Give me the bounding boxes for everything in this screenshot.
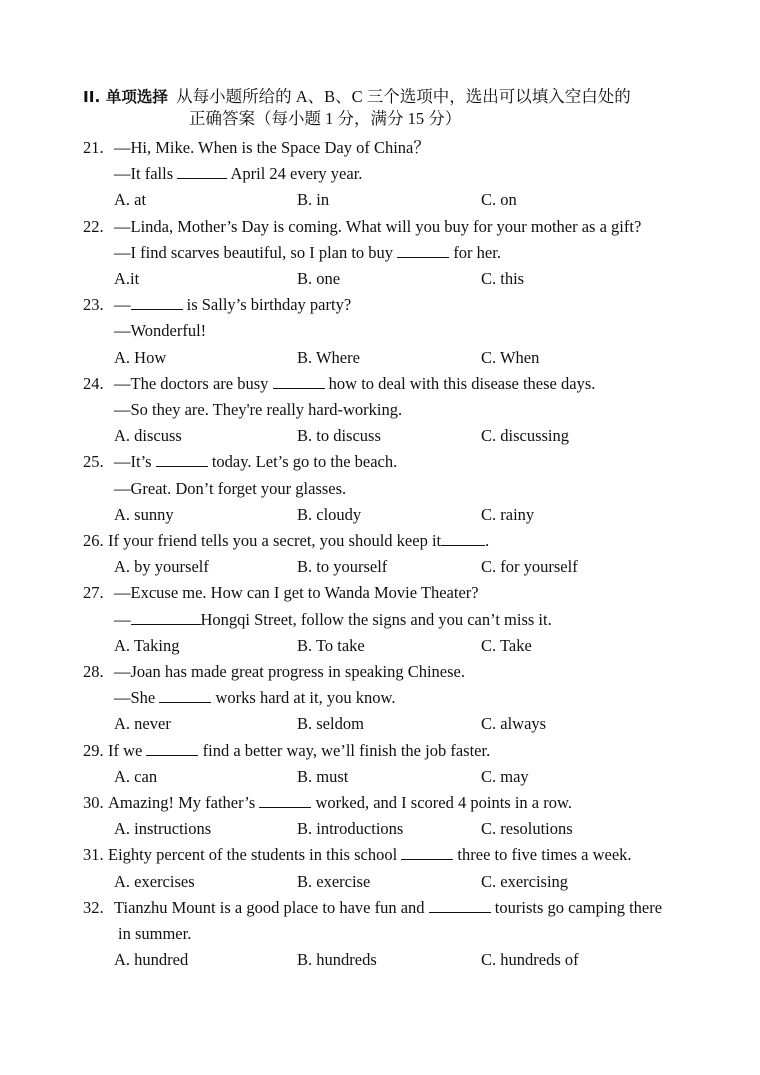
option-c[interactable]: C. for yourself [481, 557, 578, 577]
answer-blank [259, 793, 311, 808]
option-a[interactable]: A. sunny [114, 504, 174, 524]
option-a[interactable]: A. Taking [114, 635, 180, 655]
answer-blank [401, 845, 453, 860]
section-instruction-cont: 正确答案（每小题 1 分，满分 15 分） [189, 109, 462, 128]
answer-blank [441, 531, 485, 546]
question-text-segment: today. Let’s go to the beach. [207, 452, 398, 472]
answer-blank [131, 610, 201, 625]
option-b[interactable]: B. cloudy [297, 504, 362, 524]
question-text [114, 688, 395, 708]
option-c[interactable]: C. this [481, 269, 525, 288]
section-instruction: 从每小题所给的 A、B、C 三个选项中，选出可以填入空白处的 [176, 87, 631, 106]
question-text [114, 164, 362, 184]
option-a[interactable]: A.it [114, 269, 140, 288]
question-number: 32. [83, 897, 104, 917]
answer-blank [146, 741, 198, 756]
option-c[interactable]: C. When [481, 347, 540, 367]
question-text-segment: — [114, 295, 131, 315]
option-c[interactable]: C. may [481, 766, 529, 786]
option-a[interactable]: A. instructions [114, 819, 212, 839]
question-text [108, 741, 490, 761]
question-text [108, 793, 572, 813]
question-text-segment: Eighty percent of the students in this school [108, 845, 402, 865]
question-number: 24. [83, 373, 104, 393]
question-number: 26. [83, 531, 104, 550]
question-text-segment: —Excuse me. How can I get to Wanda Movie Theater? [114, 583, 479, 603]
question-text-segment: find a better way, we’ll finish the job faster. [198, 740, 491, 760]
question-text-segment: —It’s [114, 452, 156, 472]
option-b[interactable]: B. to yourself [297, 557, 388, 577]
option-b[interactable]: B. To take [297, 635, 365, 655]
option-b[interactable]: B. exercise [297, 871, 371, 891]
question-text-segment: Hongqi Street, follow the signs and you can’t miss it. [200, 609, 552, 629]
question-number: 27. [83, 583, 104, 603]
question-text-segment: . [485, 531, 490, 550]
option-b[interactable]: B. Where [297, 347, 360, 367]
option-c[interactable]: C. discussing [481, 426, 570, 446]
question-text [114, 321, 206, 341]
question-text [114, 662, 465, 682]
question-text-segment: tourists go camping there [490, 897, 663, 917]
question-text [114, 217, 641, 237]
question-number: 29. [83, 740, 104, 760]
question-text-segment: —Joan has made great progress in speaking Chinese. [114, 662, 465, 681]
option-a[interactable]: A. exercises [114, 871, 195, 891]
question-text [114, 452, 397, 472]
question-text [114, 374, 595, 394]
question-text [108, 845, 632, 865]
option-b[interactable]: B. seldom [297, 714, 364, 734]
option-c[interactable]: C. resolutions [481, 819, 573, 839]
option-a[interactable]: A. can [114, 766, 158, 786]
option-b[interactable]: B. in [297, 190, 330, 210]
question-text-segment: April 24 every year. [227, 164, 363, 184]
question-text-segment: If we [108, 740, 147, 760]
section-header [83, 86, 703, 130]
question-text-segment: in summer. [118, 924, 192, 943]
question-text-segment: —I find scarves beautiful, so I plan to buy [114, 242, 398, 262]
question-text [114, 243, 501, 263]
question-text-segment: is Sally’s birthday party? [182, 295, 352, 315]
question-text [114, 610, 552, 630]
question-text-segment: —Hi, Mike. When is the Space Day of China？ [114, 138, 430, 157]
answer-blank [429, 898, 491, 913]
question-number: 30. [83, 793, 104, 812]
option-c[interactable]: C. rainy [481, 504, 535, 524]
option-b[interactable]: B. introductions [297, 819, 404, 839]
question-text-segment: —Linda, Mother’s Day is coming. What will you buy for your mother as a gift? [114, 216, 642, 236]
option-a[interactable]: A. by yourself [114, 557, 209, 577]
option-a[interactable]: A. hundred [114, 950, 189, 970]
option-a[interactable]: A. at [114, 190, 147, 210]
option-b[interactable]: B. one [297, 269, 341, 288]
question-text-segment: If your friend tells you a secret, you should keep it [108, 531, 442, 550]
question-text-segment: —She [114, 688, 160, 708]
question-number: 31. [83, 845, 104, 865]
question-text [114, 295, 351, 315]
answer-blank [273, 374, 325, 389]
question-text-segment: three to five times a week. [453, 845, 632, 865]
question-text-segment: worked, and I scored 4 points in a row. [311, 793, 572, 812]
question-number: 25. [83, 452, 104, 472]
question-number: 22. [83, 216, 104, 236]
answer-blank [159, 688, 211, 703]
question-text-segment: —It falls [114, 164, 178, 184]
option-c[interactable]: C. Take [481, 635, 532, 655]
question-text-segment: —Wonderful! [114, 321, 207, 341]
question-number: 28. [83, 662, 104, 681]
question-text [118, 924, 191, 944]
question-text-segment: how to deal with this disease these days. [324, 373, 596, 393]
option-c[interactable]: C. exercising [481, 871, 569, 891]
answer-blank [397, 243, 449, 258]
section-label: II. 单项选择 [83, 88, 168, 106]
option-c[interactable]: C. always [481, 714, 547, 734]
option-a[interactable]: A. never [114, 714, 171, 734]
question-text [114, 583, 479, 603]
question-text-segment: Tianzhu Mount is a good place to have fun and [114, 897, 429, 917]
option-a[interactable]: A. How [114, 347, 167, 367]
question-text-segment: —Great. Don’t forget your glasses. [114, 478, 347, 498]
question-text-segment: for her. [449, 242, 501, 262]
question-text [114, 898, 662, 918]
option-b[interactable]: B. to discuss [297, 426, 381, 446]
question-text-segment: Amazing! My father’s [108, 793, 260, 812]
option-b[interactable]: B. hundreds [297, 950, 377, 970]
answer-blank [177, 164, 227, 179]
question-number: 23. [83, 295, 104, 315]
option-c[interactable]: C. on [481, 190, 517, 210]
option-c[interactable]: C. hundreds of [481, 950, 579, 970]
question-text-segment: works hard at it, you know. [211, 688, 396, 708]
question-text-segment: —So they are. They're really hard-working. [114, 400, 403, 419]
question-text [114, 400, 402, 420]
question-text [114, 138, 430, 158]
question-text [114, 479, 346, 499]
option-b[interactable]: B. must [297, 766, 349, 786]
option-a[interactable]: A. discuss [114, 426, 182, 446]
answer-blank [131, 295, 183, 310]
question-number: 21. [83, 138, 104, 157]
question-text-segment: —The doctors are busy [114, 373, 273, 393]
question-text [108, 531, 489, 551]
question-text-segment: — [114, 609, 131, 629]
answer-blank [156, 452, 208, 467]
